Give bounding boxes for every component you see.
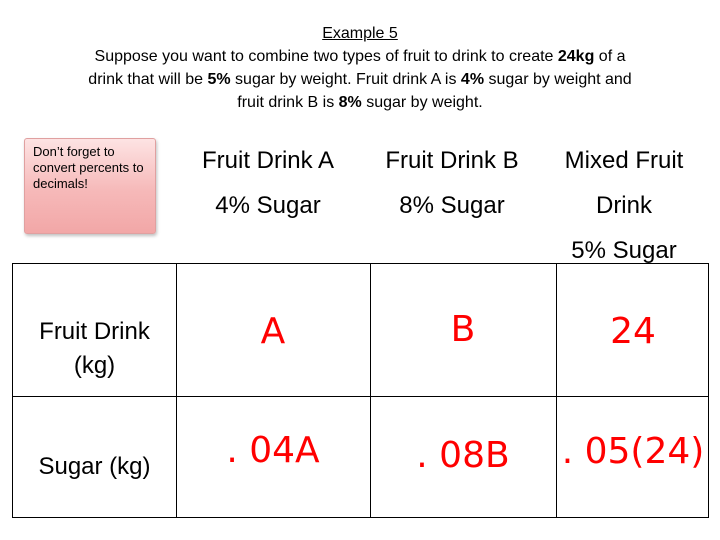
row-label-fruit-drink (13, 315, 176, 383)
header-mixed-name-2: Drink (595, 192, 652, 219)
header-mixed-fruit-drink (540, 138, 708, 273)
table-divider-3 (556, 264, 557, 517)
drink-a-percent-value: 4% (460, 71, 485, 88)
problem-line-1-text-b: of a (594, 48, 626, 65)
header-mixed-name-1: Mixed Fruit (564, 147, 684, 174)
row-label-fruit-drink-line-1: Fruit Drink (39, 318, 150, 345)
table-row-divider (13, 396, 708, 397)
header-a-name: Fruit Drink A (201, 147, 335, 174)
problem-line-2 (20, 68, 700, 91)
header-a-percent: 4% Sugar (215, 192, 321, 219)
problem-line-2-text-a: drink that will be (88, 71, 208, 88)
cell-mixed-amount: 24 (610, 311, 656, 352)
cell-drink-b-amount: B (450, 309, 476, 350)
problem-line-3 (20, 91, 700, 114)
table-divider-2 (370, 264, 371, 517)
header-mixed-percent: 5% Sugar (571, 237, 677, 264)
problem-line-2-text-c: sugar by weight and (484, 71, 632, 88)
mixture-table (12, 263, 709, 518)
header-b-percent: 8% Sugar (399, 192, 505, 219)
problem-line-1 (20, 45, 700, 68)
drink-b-percent-value: 8% (338, 94, 362, 111)
cell-drink-b-sugar: . 08B (416, 435, 510, 476)
cell-drink-a-amount: A (260, 311, 286, 352)
cell-drink-a-sugar: . 04A (226, 430, 320, 471)
header-fruit-drink-a (178, 138, 358, 228)
problem-line-3-text-a: fruit drink B is (237, 94, 339, 111)
reminder-note-text: Don’t forget to convert percents to decimals! (33, 144, 144, 191)
example-title: Example 5 (322, 25, 398, 42)
total-mass-value: 24kg (557, 48, 595, 65)
target-percent-value: 5% (207, 71, 231, 88)
reminder-note (24, 138, 156, 234)
problem-line-3-text-b: sugar by weight. (361, 94, 483, 111)
problem-statement (20, 22, 700, 114)
problem-line-2-text-b: sugar by weight. Fruit drink A is (230, 71, 461, 88)
problem-line-1-text-a: Suppose you want to combine two types of fruit to drink to create (94, 48, 558, 65)
cell-mixed-sugar: . 05(24) (561, 431, 705, 472)
row-label-sugar: Sugar (kg) (38, 453, 151, 480)
header-fruit-drink-b (362, 138, 542, 228)
row-label-fruit-drink-line-2: (kg) (73, 352, 116, 379)
table-divider-1 (176, 264, 177, 517)
header-b-name: Fruit Drink B (385, 147, 519, 174)
